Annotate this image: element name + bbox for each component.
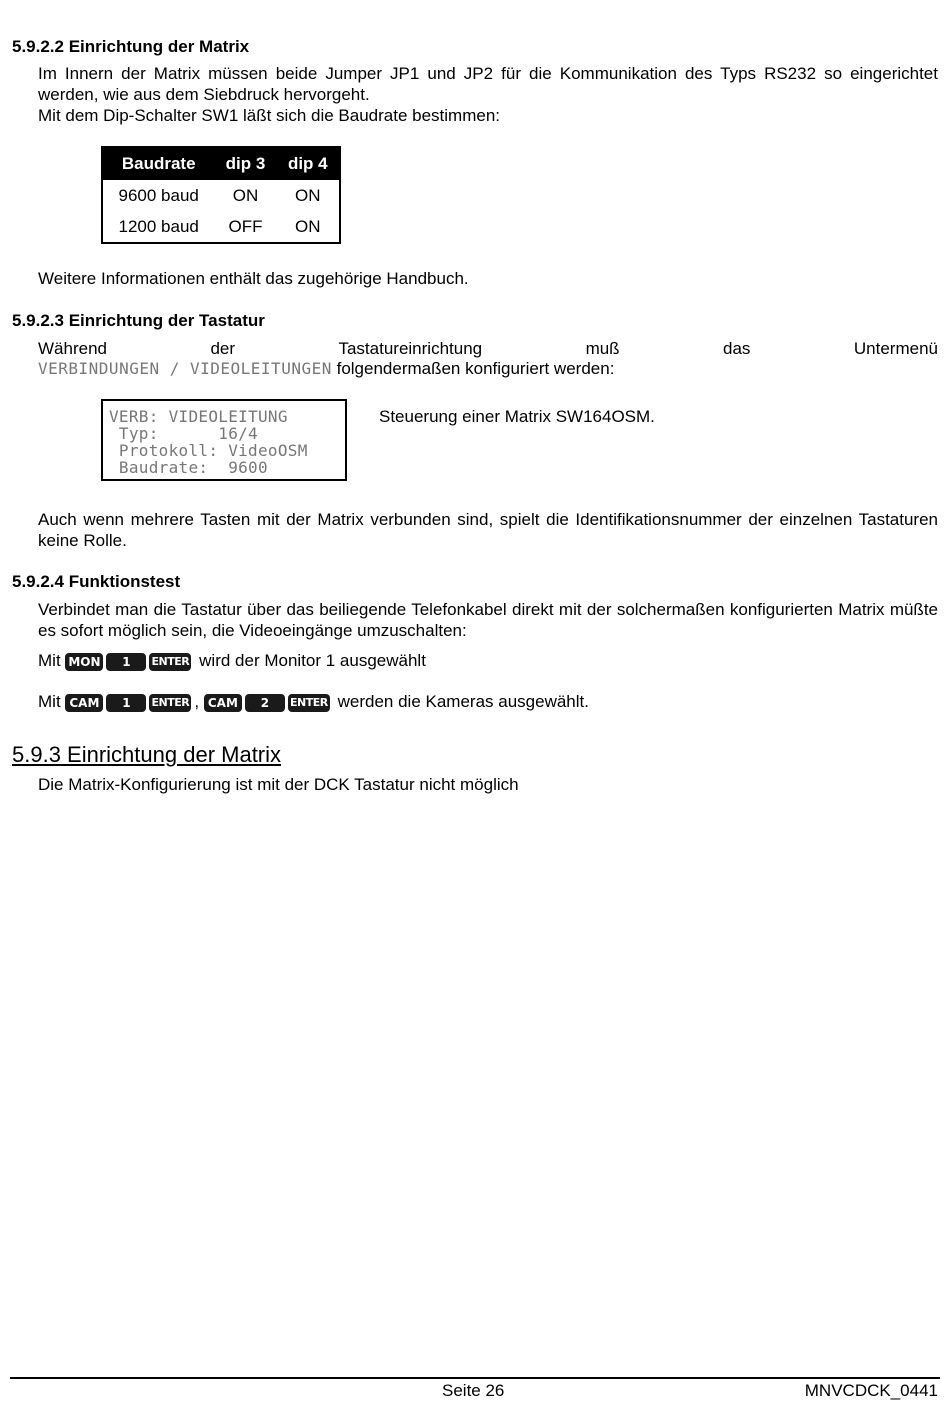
cam-key-icon: CAM — [204, 694, 242, 712]
table-cell: 9600 baud — [118, 185, 199, 205]
page-number: Seite 26 — [442, 1381, 505, 1400]
table-row — [102, 211, 340, 243]
lcd-line: VERB: VIDEOLEITUNG — [109, 407, 288, 426]
manual-reference-paragraph: Weitere Informationen enthält das zugehörige Handbuch. — [38, 269, 469, 288]
line-suffix: wird der Monitor 1 ausgewählt — [199, 651, 426, 670]
word: Tastatureinrichtung — [338, 339, 483, 358]
table-cell: 1200 baud — [118, 216, 199, 236]
table-cell: ON — [295, 185, 321, 205]
line-suffix: werden die Kameras ausgewählt. — [337, 692, 589, 711]
word: muß — [585, 339, 620, 358]
table-cell: ON — [295, 216, 321, 236]
monitor-select-line — [38, 650, 938, 671]
baudrate-table — [101, 146, 341, 244]
keyboard-setup-line-1 — [38, 338, 938, 359]
digit-1-key-icon: 1 — [106, 653, 146, 671]
word: der — [210, 339, 236, 358]
table-header: dip 4 — [277, 147, 340, 180]
dip-switch-paragraph: Mit dem Dip-Schalter SW1 läßt sich die Baudrate bestimmen: — [38, 106, 501, 125]
word: das — [723, 339, 751, 358]
lcd-line: Typ: 16/4 — [109, 424, 258, 443]
line-prefix: Mit — [38, 651, 61, 670]
keyboard-setup-line-2 — [38, 358, 938, 379]
lcd-caption: Steuerung einer Matrix SW164OSM. — [379, 407, 655, 426]
lcd-line: Baudrate: 9600 — [109, 458, 268, 477]
table-row — [102, 180, 340, 211]
digit-1-key-icon: 1 — [106, 694, 146, 712]
line-prefix: Mit — [38, 692, 61, 711]
document-id: MNVCDCK_0441 — [804, 1381, 938, 1400]
keyboard-id-paragraph: Auch wenn mehrere Tasten mit der Matrix verbunden sind, spielt die Identifikationsnummer der einzelnen Tastaturen keine Rolle. — [38, 510, 938, 550]
camera-select-line — [38, 691, 938, 712]
word: Während — [38, 339, 107, 358]
separator: , — [194, 692, 200, 711]
matrix-config-paragraph: Die Matrix-Konfigurierung ist mit der DCK Tastatur nicht möglich — [38, 775, 519, 794]
enter-key-icon: ENTER — [149, 653, 191, 671]
footer-divider — [10, 1377, 940, 1379]
function-test-paragraph: Verbindet man die Tastatur über das beiliegende Telefonkabel direkt mit der solchermaßen konfigurierten Matrix müßte es sofort möglich sein, die Videoeingänge umzuschalten: — [38, 600, 938, 640]
mon-key-icon: MON — [65, 653, 103, 671]
section-heading-matrix-setup: 5.9.2.2 Einrichtung der Matrix — [12, 37, 250, 56]
table-header: dip 3 — [214, 147, 276, 180]
lcd-display — [101, 399, 347, 481]
section-heading-keyboard-setup: 5.9.2.3 Einrichtung der Tastatur — [12, 311, 265, 330]
word: Untermenü — [853, 339, 938, 358]
jumper-paragraph: Im Innern der Matrix müssen beide Jumper JP1 und JP2 für die Kommunikation des Typs RS232 so eingerichtet werden, wie aus dem Siebdruck hervorgeht. — [38, 64, 938, 104]
section-heading-function-test: 5.9.2.4 Funktionstest — [12, 572, 181, 591]
digit-2-key-icon: 2 — [245, 694, 285, 712]
table-header-row — [102, 147, 340, 180]
table-header: Baudrate — [102, 147, 214, 180]
cam-key-icon: CAM — [65, 694, 103, 712]
enter-key-icon: ENTER — [149, 694, 191, 712]
section-heading-matrix-config: 5.9.3 Einrichtung der Matrix — [12, 742, 282, 767]
lcd-line: Protokoll: VideoOSM — [109, 441, 308, 460]
enter-key-icon: ENTER — [288, 694, 330, 712]
table-cell: ON — [232, 185, 259, 205]
menu-path-lcd-text: VERBINDUNGEN / VIDEOLEITUNGEN — [38, 359, 332, 378]
table-cell: OFF — [228, 216, 263, 236]
menu-path-rest: folgendermaßen konfiguriert werden: — [336, 359, 615, 378]
